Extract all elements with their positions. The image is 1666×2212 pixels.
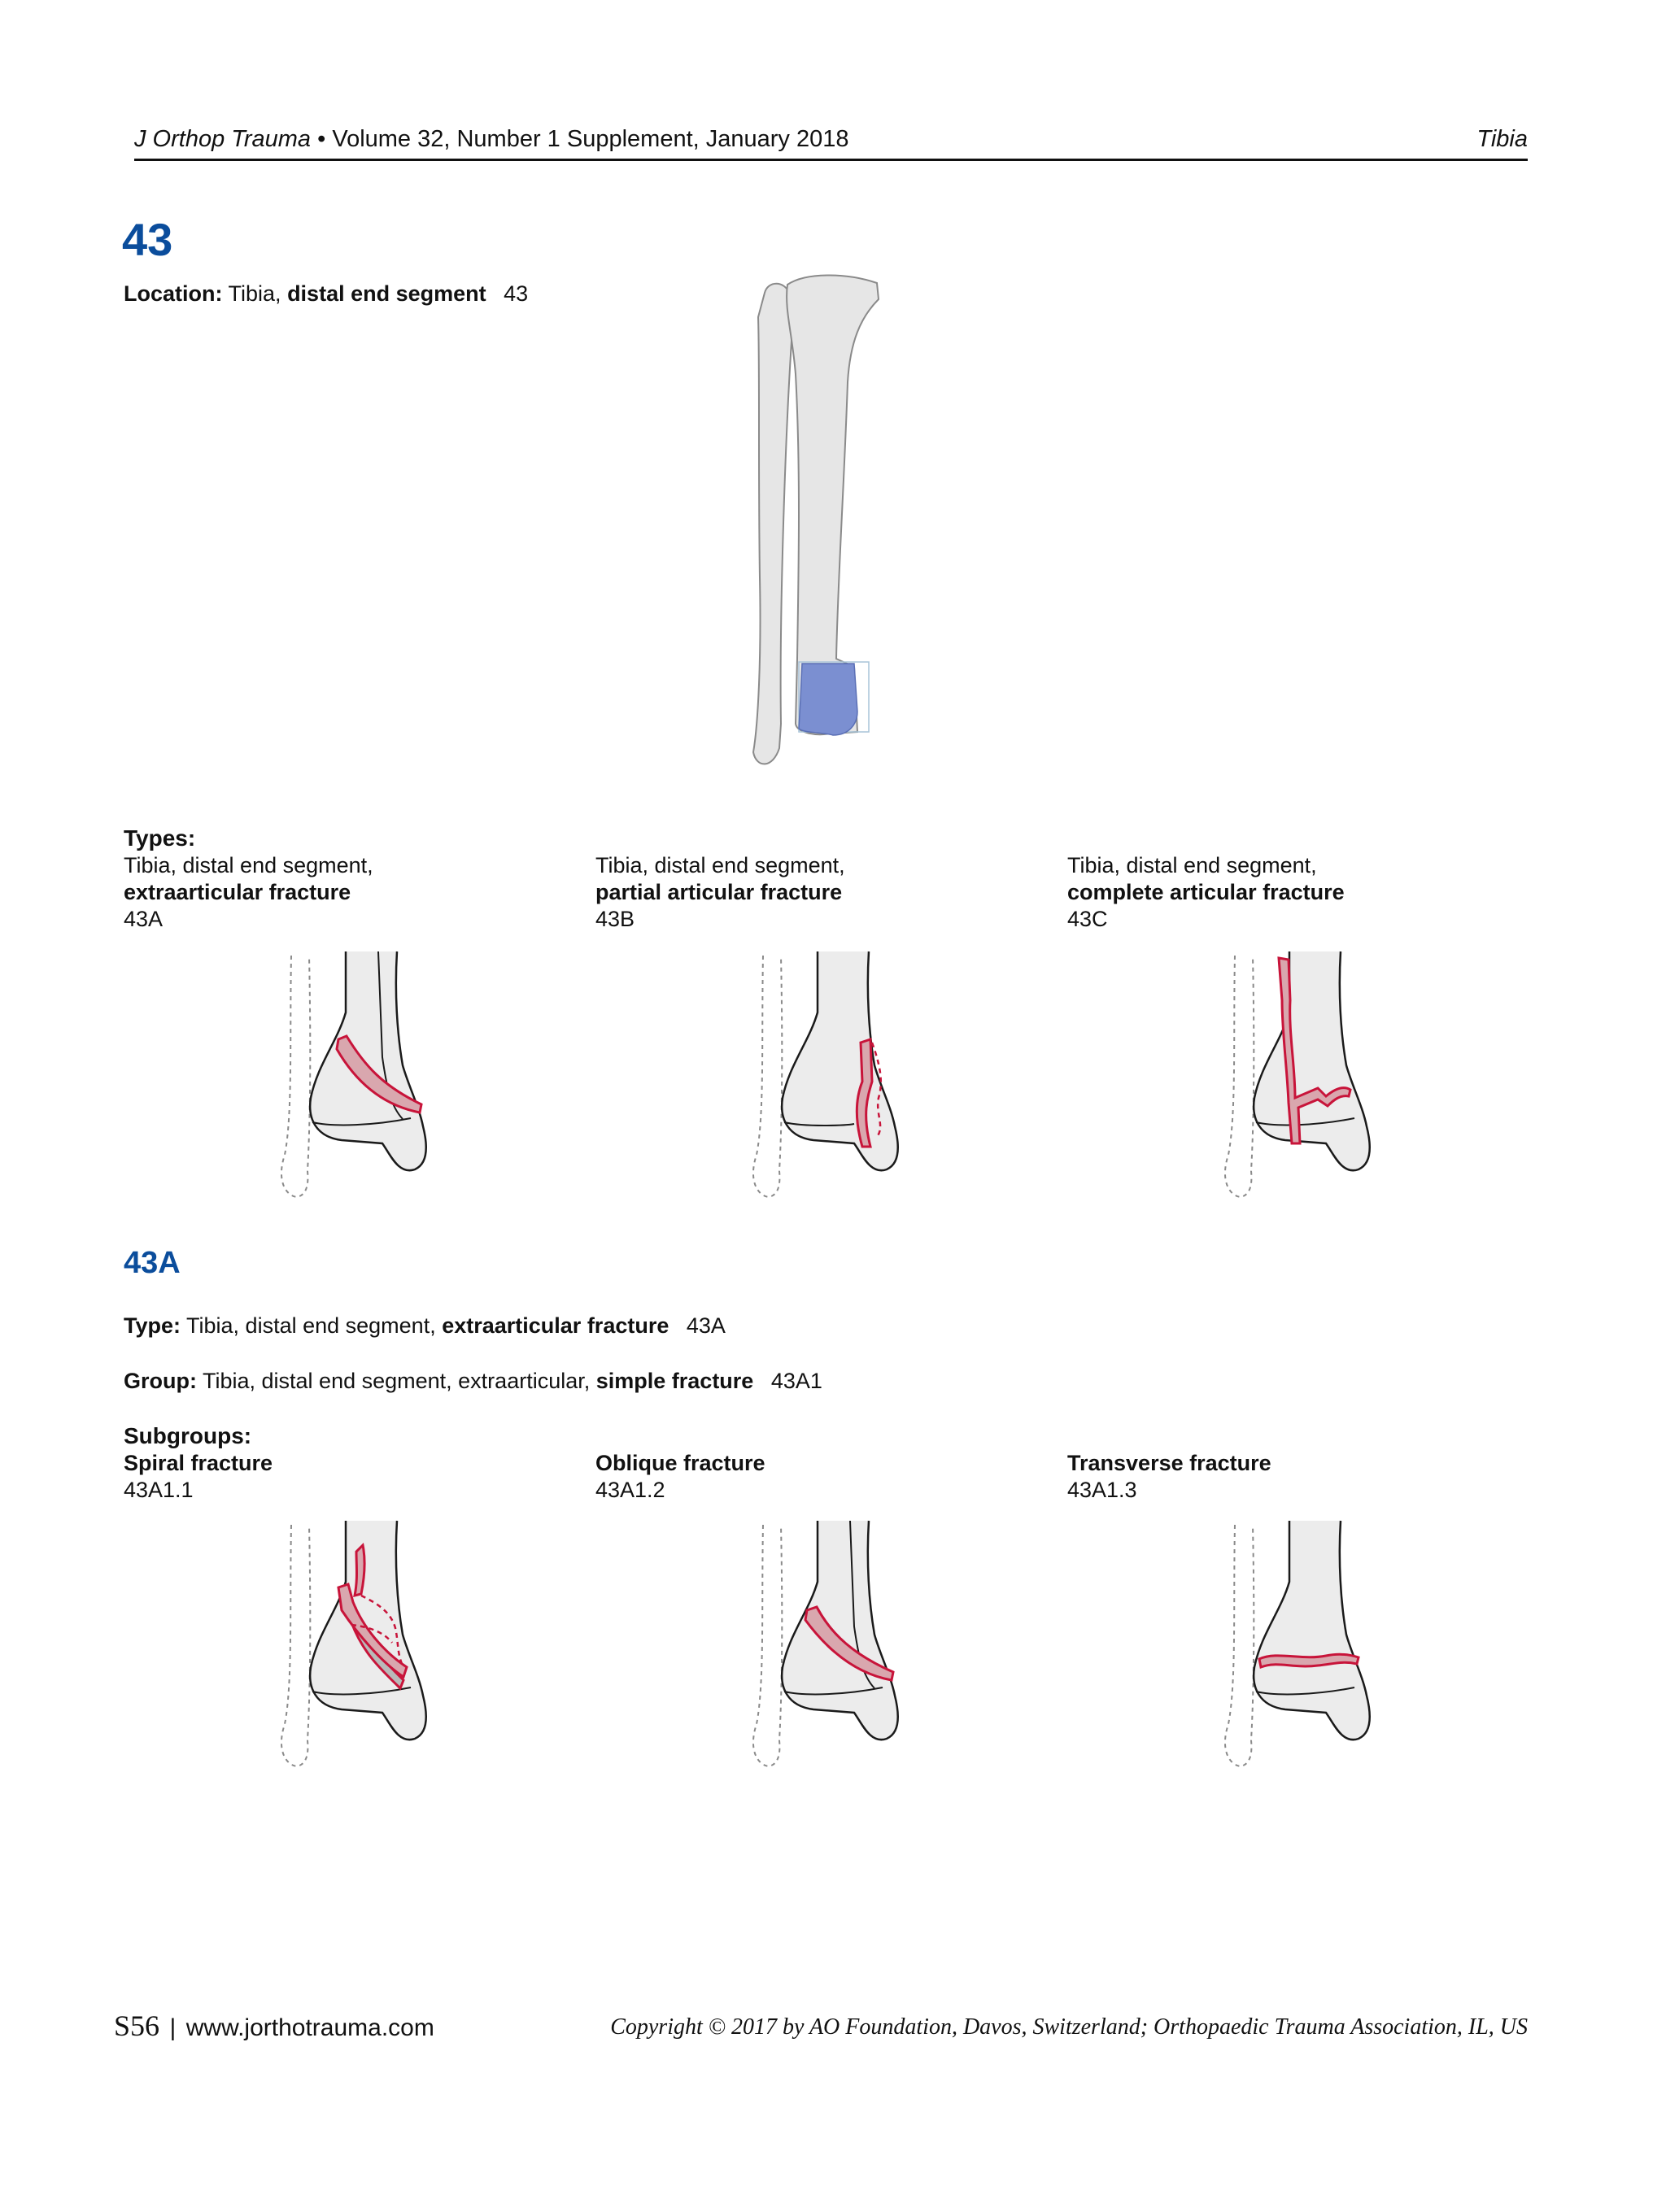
- subgroup-code: 43A1.2: [595, 1478, 665, 1502]
- subgroup-code: 43A1.1: [124, 1478, 194, 1502]
- subgroup-column-43a1-2: [595, 1450, 765, 1504]
- type-code: 43B: [595, 907, 635, 931]
- fracture-figure-43a1-3: [1204, 1521, 1391, 1773]
- fracture-figure-43b: [732, 951, 919, 1204]
- subgroup-code: 43A1.3: [1067, 1478, 1137, 1502]
- subgroup-name: Spiral fracture: [124, 1451, 273, 1475]
- journal-issue: Volume 32, Number 1 Supplement, January 2018: [332, 126, 849, 152]
- subgroup-column-43a1-1: [124, 1450, 273, 1504]
- type-column-43b: [595, 852, 845, 933]
- type-43a-heading: 43A: [124, 1246, 181, 1280]
- location-text: Tibia,: [228, 281, 281, 306]
- section-name: Tibia: [1476, 126, 1528, 152]
- group-text: Tibia, distal end segment, extraarticular,: [203, 1369, 591, 1393]
- type-bold: partial articular fracture: [595, 880, 843, 904]
- type-line1: Tibia, distal end segment,: [124, 853, 373, 877]
- fracture-figure-43a1-1: [260, 1521, 447, 1773]
- fracture-figure-43c: [1204, 951, 1391, 1204]
- type-code: 43A: [686, 1313, 726, 1338]
- header-rule: [134, 159, 1528, 161]
- copyright-notice: Copyright © 2017 by AO Foundation, Davos, Switzerland; Orthopaedic Trauma Association, IL, US: [610, 2014, 1528, 2040]
- footer-separator: |: [169, 2014, 177, 2041]
- group-code: 43A1: [770, 1369, 822, 1393]
- location-label: Location:: [124, 281, 223, 306]
- types-label: Types:: [124, 825, 196, 851]
- type-bold: extraarticular fracture: [124, 880, 351, 904]
- type-text: Tibia, distal end segment,: [186, 1313, 436, 1338]
- subgroup-column-43a1-3: [1067, 1450, 1271, 1504]
- type-bold: extraarticular fracture: [442, 1313, 669, 1338]
- type-code: 43A: [124, 907, 164, 931]
- page-number: S56: [114, 2010, 160, 2042]
- type-line1: Tibia, distal end segment,: [1067, 853, 1317, 877]
- subgroup-name: Oblique fracture: [595, 1451, 765, 1475]
- journal-name: J Orthop Trauma: [134, 126, 312, 152]
- type-line: [124, 1313, 726, 1339]
- subgroups-label: Subgroups:: [124, 1423, 252, 1448]
- tibia-fibula-overview-figure: [748, 268, 895, 773]
- group-line: [124, 1369, 822, 1394]
- type-column-43a: [124, 852, 373, 933]
- location-code: 43: [504, 281, 529, 306]
- group-bold: simple fracture: [595, 1369, 754, 1393]
- location-line: [124, 281, 528, 307]
- page-footer-left: [114, 2009, 434, 2043]
- type-bold: complete articular fracture: [1067, 880, 1345, 904]
- segment-heading: 43: [122, 214, 173, 265]
- subgroup-name: Transverse fracture: [1067, 1451, 1271, 1475]
- type-label: Type:: [124, 1313, 181, 1338]
- type-column-43c: [1067, 852, 1345, 933]
- fracture-figure-43a: [260, 951, 447, 1204]
- distal-segment-highlight: [799, 664, 857, 735]
- running-header: [134, 126, 849, 153]
- type-code: 43C: [1067, 907, 1108, 931]
- journal-url: www.jorthotrauma.com: [185, 2014, 434, 2041]
- group-label: Group:: [124, 1369, 197, 1393]
- location-bold: distal end segment: [287, 281, 486, 306]
- header-bullet: •: [317, 126, 326, 152]
- fracture-figure-43a1-2: [732, 1521, 919, 1773]
- type-line1: Tibia, distal end segment,: [595, 853, 845, 877]
